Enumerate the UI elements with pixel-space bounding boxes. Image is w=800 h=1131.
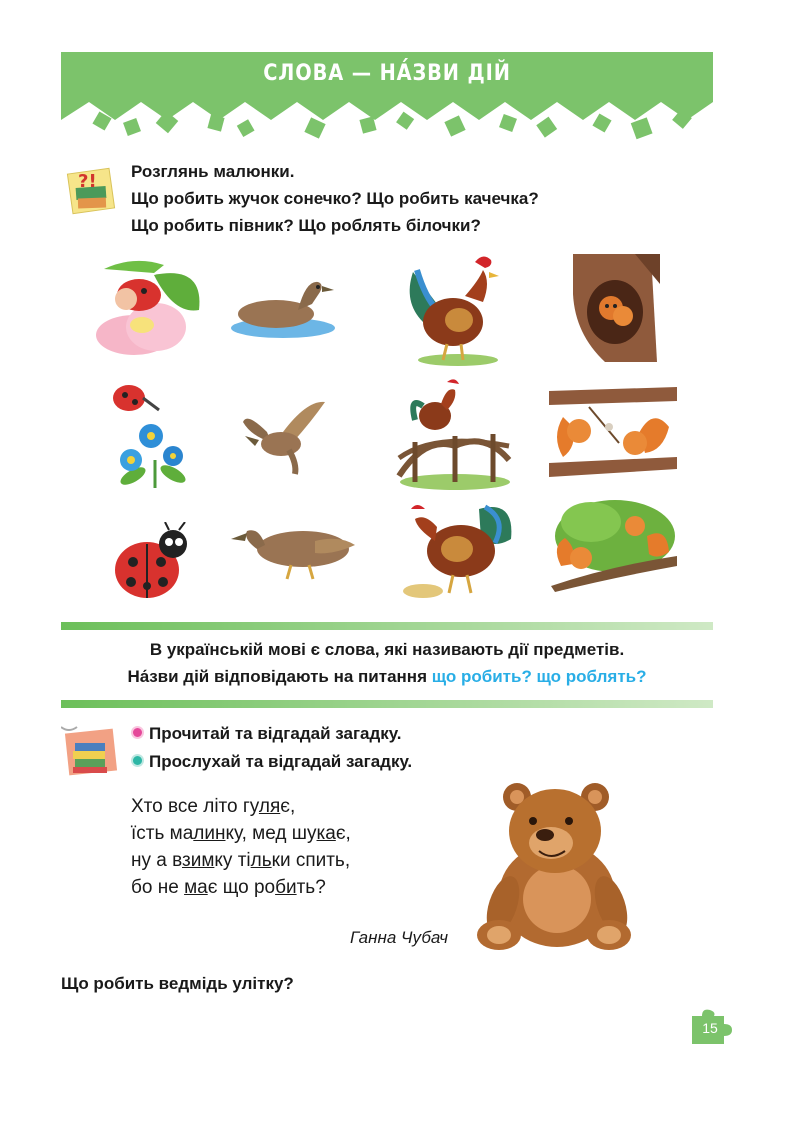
rooster-on-fence-image [395,376,513,490]
task1-instructions [131,158,539,239]
poem-line: Хто все літо гуляє, [131,796,296,817]
page-number: 15 [702,1020,718,1036]
rooster-pecking-grain-image [395,499,517,601]
ladybug-walking-image [109,522,194,604]
task2-item-text: Прочитай та відгадай загадку. [149,724,402,743]
task2-item-read [133,724,401,744]
final-question: Що робить ведмідь улітку? [61,974,294,993]
duck-flying-image [237,392,329,477]
rule-line-2 [61,667,713,687]
look-and-think-icon [62,163,118,217]
task2-item-text: Прослухай та відгадай загадку. [149,752,413,771]
rule-line-1: В українській мові є слова, які називають дії предметів. [149,640,625,659]
rule-top-border [61,622,713,630]
poem-line: ну а взимку тільки спить, [131,850,351,871]
rooster-standing-image [403,252,503,367]
duck-walking-image [229,515,357,581]
squirrels-jumping-image [549,387,677,481]
squirrels-in-tree-hollow-image [565,254,660,362]
chapter-title: СЛОВА — НА́ЗВИ ДІЙ [263,61,511,86]
rule-bottom-border [61,700,713,708]
teal-bullet-icon [133,756,142,765]
task2-item-listen [133,752,412,772]
squirrels-playing-on-branch-image [551,496,677,592]
task1-line: Що робить півник? Що роблять білочки? [131,216,481,235]
bear-image [477,775,632,955]
rule-line-2-text: На́зви дій відповідають на питання [127,667,432,686]
reading-task-icon [61,723,123,781]
task1-line: Що робить жучок сонечко? Що робить качечка? [131,189,539,208]
chapter-banner [61,52,713,102]
riddle-poem [131,793,351,901]
svg-text:?!: ?! [78,171,97,192]
banner-decoration [61,96,713,146]
rule-question-highlight: що робить? що роблять? [431,667,647,686]
duck-swimming-image [228,270,338,340]
task1-line: Розглянь малюнки. [131,162,295,181]
poem-line: їсть малинку, мед шукає, [131,823,351,844]
poem-author: Ганна Чубач [349,928,448,947]
ladybug-flying-to-flowers-image [103,380,188,492]
poem-line: бо не має що робить? [131,877,326,898]
ladybug-sleeping-on-flower-image [94,255,204,360]
pink-bullet-icon [133,728,142,737]
